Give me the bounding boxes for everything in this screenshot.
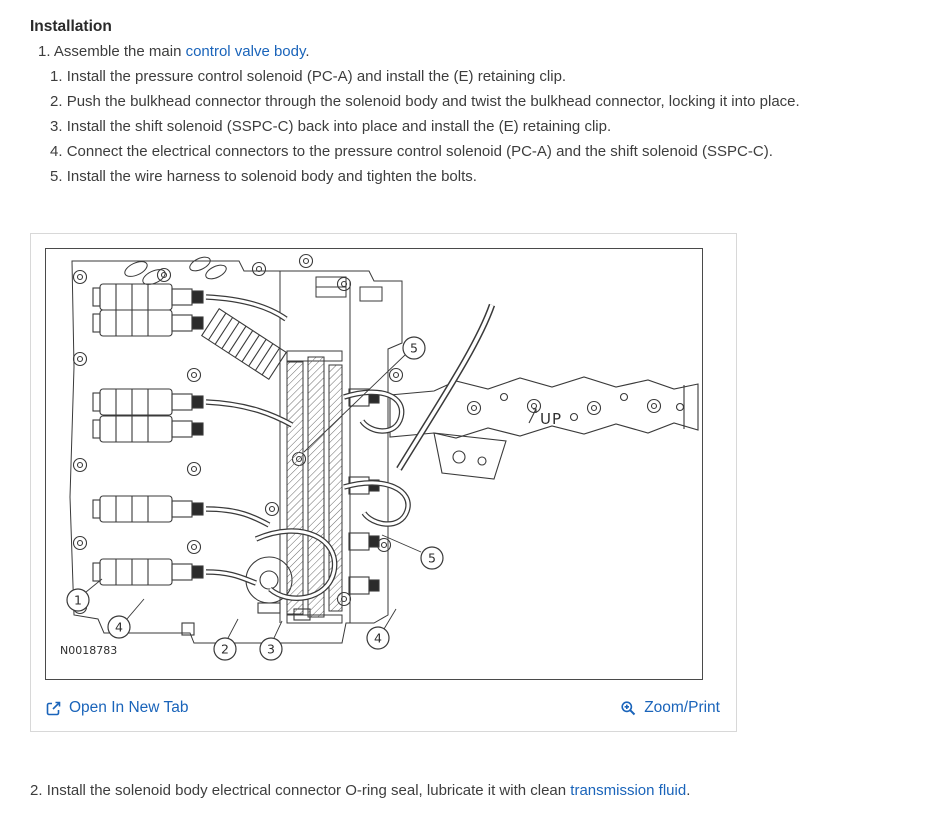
installation-heading: Installation xyxy=(30,18,112,35)
substep-number: 3. xyxy=(50,118,63,135)
figure-image xyxy=(31,234,736,691)
step-2 xyxy=(30,778,937,803)
step-number: 1. xyxy=(38,43,51,60)
callout-2: 2 xyxy=(221,641,229,657)
transmission-fluid-link[interactable]: transmission fluid xyxy=(570,782,687,799)
control-valve-body-link[interactable]: control valve body xyxy=(185,43,306,60)
step-1 xyxy=(38,39,937,64)
zoom-in-icon xyxy=(620,700,637,717)
substep-text: Connect the electrical connectors to the pressure control solenoid (PC-A) and the shift solenoid (SSPC-C). xyxy=(66,143,773,160)
callout-1: 1 xyxy=(74,592,82,608)
substep-text: Install the shift solenoid (SSPC-C) back into place and install the (E) retaining clip. xyxy=(66,118,612,135)
step-text: Assemble the main xyxy=(53,43,186,60)
substep-3 xyxy=(50,114,937,139)
open-in-new-tab-link[interactable] xyxy=(45,699,188,717)
callout-3: 3 xyxy=(267,641,275,657)
callout-4-left: 4 xyxy=(115,619,123,635)
substep-number: 1. xyxy=(50,68,63,85)
open-in-new-tab-label: Open In New Tab xyxy=(69,699,189,716)
up-label: UP xyxy=(540,410,563,428)
substep-text: Install the wire harness to solenoid body and tighten the bolts. xyxy=(66,168,477,185)
zoom-print-label: Zoom/Print xyxy=(644,699,720,716)
substep-5 xyxy=(50,164,937,189)
substep-4 xyxy=(50,139,937,164)
callout-4-right: 4 xyxy=(374,630,382,646)
substep-number: 4. xyxy=(50,143,63,160)
callout-5-lower: 5 xyxy=(428,550,436,566)
drawing-frame xyxy=(46,249,703,680)
hatched-plates xyxy=(287,351,342,623)
figure-id-label: N0018783 xyxy=(60,644,118,657)
substep-number: 5. xyxy=(50,168,63,185)
step-text-after: . xyxy=(686,782,691,799)
substep-text: Push the bulkhead connector through the solenoid body and twist the bulkhead connector, locking it into place. xyxy=(66,93,800,110)
substep-number: 2. xyxy=(50,93,63,110)
substep-list xyxy=(50,64,937,189)
substep-1 xyxy=(50,64,937,89)
step-text-after: . xyxy=(305,43,310,60)
figure-footer xyxy=(31,691,736,731)
step-text: Install the solenoid body electrical connector O-ring seal, lubricate it with clean xyxy=(46,782,571,799)
callout-5-upper: 5 xyxy=(410,340,418,356)
substep-2 xyxy=(50,89,937,114)
step-number: 2. xyxy=(30,782,43,799)
figure-card xyxy=(30,233,737,732)
substep-text: Install the pressure control solenoid (PC-A) and install the (E) retaining clip. xyxy=(66,68,567,85)
open-in-new-tab-icon xyxy=(45,700,62,717)
valve-body-diagram xyxy=(44,247,704,681)
zoom-print-link[interactable] xyxy=(620,699,720,717)
